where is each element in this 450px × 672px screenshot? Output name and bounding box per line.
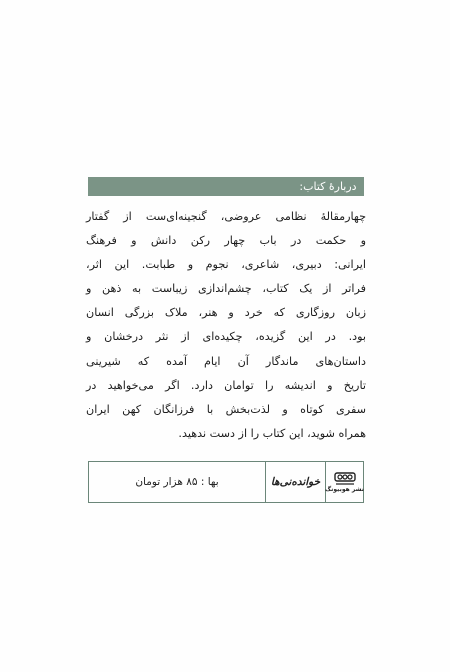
price-label: بها : ۸۵ هزار تومان	[135, 476, 219, 488]
description-line: فراتر از یک کتاب، چشم‌اندازی زیباست به ذهن و	[86, 282, 366, 296]
series-name: خوانده‌نی‌ها	[270, 476, 321, 488]
book-description	[86, 205, 366, 446]
publisher-logo	[325, 472, 364, 493]
description-line: و حکمت در باب چهار رکن دانش و فرهنگ	[86, 234, 366, 248]
series-cell	[265, 462, 325, 502]
description-line: چهارمقالهٔ نظامی عروضی، گنجینه‌ای‌ست از گفتار	[86, 210, 366, 223]
description-line: زبان روزگاری که خرد و هنر، ملاک بزرگی انسان	[86, 306, 366, 320]
about-book-header-bar	[88, 177, 364, 196]
price-cell	[89, 462, 265, 502]
description-line: همراه شوید، این کتاب را از دست ندهید.	[178, 426, 366, 440]
description-line: داستان‌های ماندگار آن ایام آمده که شیرینی	[86, 354, 366, 368]
description-line: بود. در این گزیده، چکیده‌ای از نثر درخشان و	[86, 330, 366, 344]
description-line: سفری کوتاه و لذت‌بخش با فرزانگان کهن ایران	[86, 402, 366, 416]
publisher-cell	[325, 462, 363, 502]
description-line: تاریخ و اندیشه را توامان دارد. اگر می‌خواهید در	[86, 378, 366, 392]
publisher-logo-icon	[334, 472, 356, 486]
about-book-heading: دربارهٔ کتاب:	[299, 180, 357, 193]
footer-info-box	[88, 461, 364, 503]
description-line: ایرانی: دبیری، شاعری، نجوم و طبابت. این اثر،	[86, 258, 366, 272]
publisher-name: نشر هوبیونگ	[325, 485, 364, 493]
